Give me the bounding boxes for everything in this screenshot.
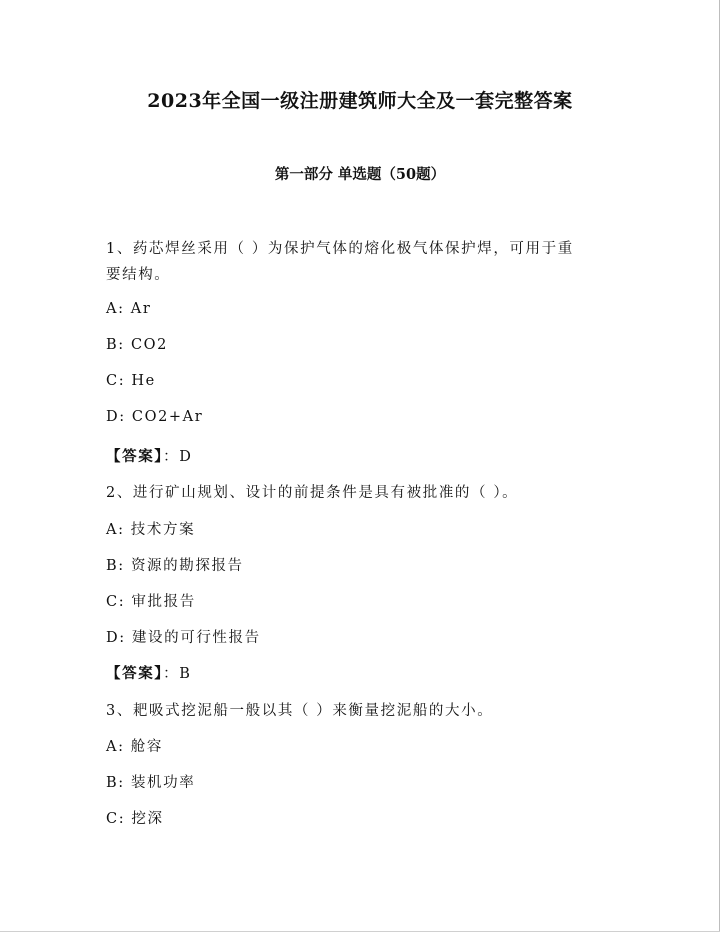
question-1-option-c: C: He: [106, 373, 156, 389]
section-title: 第一部分 单选题（50题）: [274, 166, 446, 183]
question-3-stem: 3、耙吸式挖泥船一般以其（ ）来衡量挖泥船的大小。: [106, 703, 494, 719]
answer-label: 【答案】: [106, 665, 164, 682]
question-2-answer: [106, 662, 192, 683]
question-2-option-c: C: 审批报告: [106, 594, 196, 610]
question-1-option-b: B: CO2: [106, 337, 168, 353]
question-1-stem-line-2: 要结构。: [106, 267, 171, 283]
question-1-option-d: D: CO2+Ar: [106, 409, 204, 425]
question-3-option-b: B: 装机功率: [106, 775, 196, 791]
question-2-option-a: A: 技术方案: [106, 522, 196, 538]
document-title: 2023年全国一级注册建筑师大全及一套完整答案: [147, 90, 573, 112]
question-2-option-b: B: 资源的勘探报告: [106, 558, 244, 574]
question-3-option-c: C: 挖深: [106, 811, 164, 827]
answer-value: ：B: [163, 666, 192, 682]
answer-label: 【答案】: [106, 448, 164, 465]
answer-value: ：D: [163, 449, 193, 465]
question-1-answer: [106, 445, 192, 466]
question-3-option-a: A: 舱容: [106, 739, 163, 755]
question-1-option-a: A: Ar: [106, 301, 152, 317]
question-2-stem: 2、进行矿山规划、设计的前提条件是具有被批准的（ ）。: [106, 485, 519, 501]
question-2-option-d: D: 建设的可行性报告: [106, 630, 261, 646]
question-1-stem-line-1: 1、药芯焊丝采用（ ）为保护气体的熔化极气体保护焊，可用于重: [106, 241, 574, 257]
